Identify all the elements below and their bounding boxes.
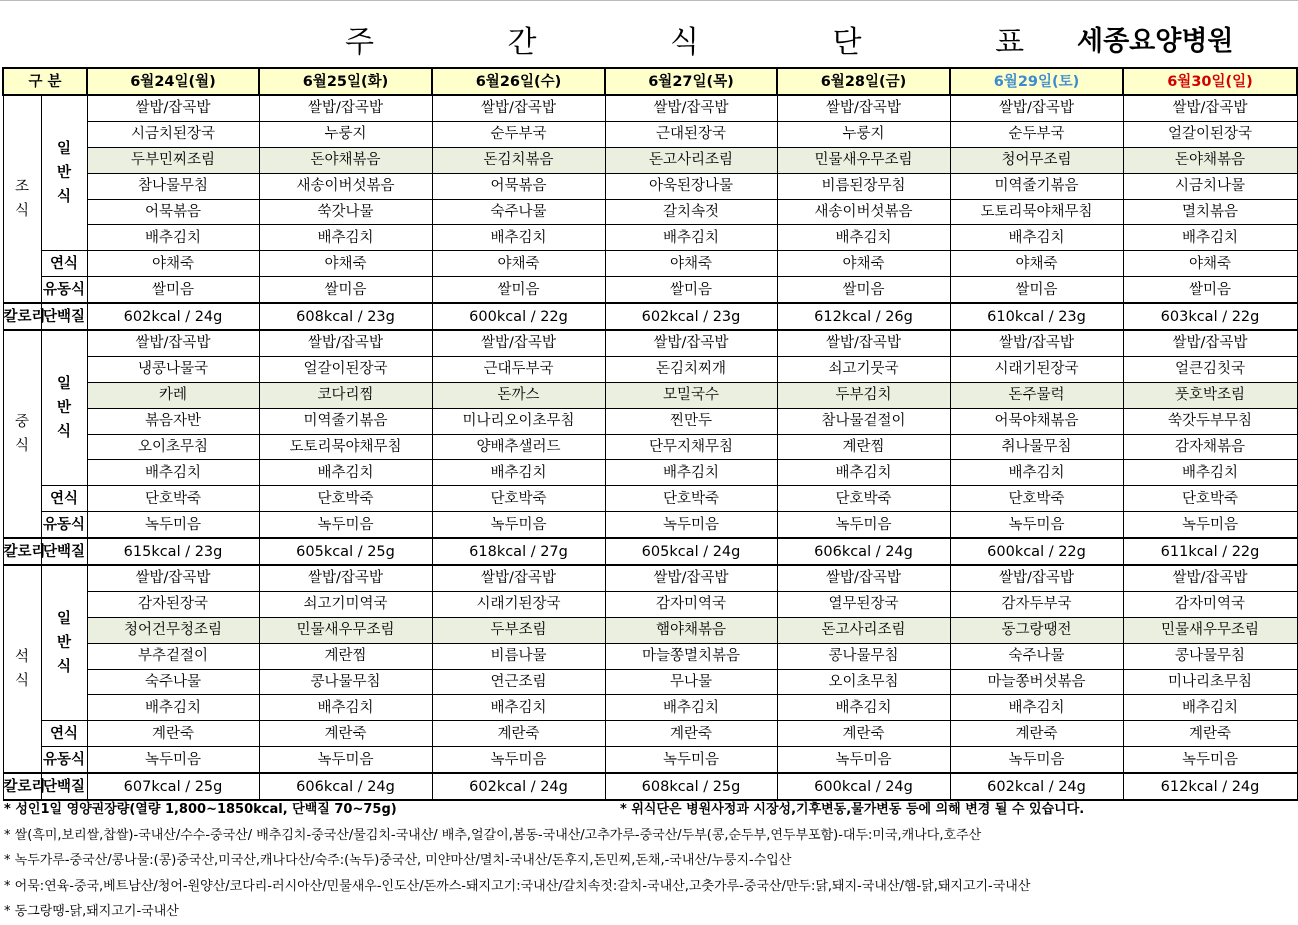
origin-note: * 어묵:연육-중국,베트남산/청어-원양산/코다리-러시아산/민물새우-인도산/돈까스-돼지고기:국내산/갈치속젓:갈치-국내산,고춧가루-중국산/만두:닭,돼지-국내산/햄-닭,돼지고기-국내산 (4, 878, 1031, 894)
menu-item-sat: 어묵야채볶음 (950, 408, 1123, 434)
menu-item-thu: 모밀국수 (605, 382, 777, 408)
calorie-value-fri: 612kcal / 26g (777, 303, 950, 330)
menu-item-sat: 청어무조림 (950, 147, 1123, 173)
menu-item-sat: 시래기된장국 (950, 356, 1123, 382)
day-header-fri: 6월28일(금) (777, 68, 950, 95)
day-header-sat: 6월29일(토) (950, 68, 1123, 95)
menu-item-thu: 아욱된장나물 (605, 173, 777, 199)
menu-item-mon: 배추김치 (87, 460, 259, 486)
menu-item-mon: 볶음자반 (87, 408, 259, 434)
menu-item-sun: 감자미역국 (1123, 591, 1297, 617)
menu-item-sun: 민물새우무조림 (1123, 617, 1297, 643)
menu-item-sun: 시금치나물 (1123, 173, 1297, 199)
liquid-diet-fri: 녹두미음 (777, 747, 950, 773)
menu-row (3, 617, 1297, 643)
menu-item-thu: 배추김치 (605, 460, 777, 486)
menu-item-wed: 양배추샐러드 (432, 434, 605, 460)
menu-item-sat: 배추김치 (950, 460, 1123, 486)
menu-item-sat: 감자두부국 (950, 591, 1123, 617)
menu-row (3, 591, 1297, 617)
menu-item-tue: 배추김치 (259, 460, 432, 486)
soft-diet-sat: 단호박죽 (950, 486, 1123, 512)
liquid-diet-sun: 쌀미음 (1123, 277, 1297, 303)
menu-item-thu: 찐만두 (605, 408, 777, 434)
menu-item-sun: 쌀밥/잡곡밥 (1123, 95, 1297, 121)
menu-item-wed: 돈김치볶음 (432, 147, 605, 173)
menu-item-mon: 쌀밥/잡곡밥 (87, 565, 259, 591)
menu-item-tue: 배추김치 (259, 225, 432, 251)
menu-item-sun: 쌀밥/잡곡밥 (1123, 565, 1297, 591)
calorie-value-thu: 602kcal / 23g (605, 303, 777, 330)
liquid-diet-wed: 쌀미음 (432, 277, 605, 303)
calorie-value-sat: 600kcal / 22g (950, 538, 1123, 565)
menu-row (3, 330, 1297, 356)
menu-item-sun: 얼큰김칫국 (1123, 356, 1297, 382)
soft-diet-label: 연식 (41, 251, 87, 277)
menu-item-sun: 멸치볶음 (1123, 199, 1297, 225)
menu-item-thu: 감자미역국 (605, 591, 777, 617)
menu-item-fri: 쇠고기뭇국 (777, 356, 950, 382)
menu-row (3, 434, 1297, 460)
soft-diet-sat: 야채죽 (950, 251, 1123, 277)
menu-item-wed: 두부조림 (432, 617, 605, 643)
menu-item-sat: 쌀밥/잡곡밥 (950, 330, 1123, 356)
menu-item-tue: 새송이버섯볶음 (259, 173, 432, 199)
meal-label: 중 식 (3, 330, 41, 538)
menu-item-sun: 풋호박조림 (1123, 382, 1297, 408)
liquid-diet-row (3, 512, 1297, 538)
menu-item-sat: 도토리묵야채무침 (950, 199, 1123, 225)
soft-diet-mon: 계란죽 (87, 721, 259, 747)
menu-item-sat: 배추김치 (950, 695, 1123, 721)
menu-item-sun: 쑥갓두부무침 (1123, 408, 1297, 434)
liquid-diet-label: 유동식 (41, 512, 87, 538)
meal-label: 조 식 (3, 95, 41, 303)
soft-diet-wed: 계란죽 (432, 721, 605, 747)
menu-item-mon: 청어건무청조림 (87, 617, 259, 643)
notes (4, 797, 1294, 925)
soft-diet-sun: 야채죽 (1123, 251, 1297, 277)
menu-row (3, 565, 1297, 591)
day-header-sun: 6월30일(일) (1123, 68, 1297, 95)
liquid-diet-label: 유동식 (41, 747, 87, 773)
menu-item-thu: 돈김치찌개 (605, 356, 777, 382)
menu-item-thu: 무나물 (605, 669, 777, 695)
calorie-value-fri: 600kcal / 24g (777, 773, 950, 800)
menu-item-wed: 미나리오이초무침 (432, 408, 605, 434)
menu-item-sat: 숙주나물 (950, 643, 1123, 669)
calorie-value-wed: 602kcal / 24g (432, 773, 605, 800)
liquid-diet-tue: 녹두미음 (259, 747, 432, 773)
origin-note: * 동그랑땡-닭,돼지고기-국내산 (4, 904, 179, 919)
menu-row (3, 121, 1297, 147)
soft-diet-tue: 야채죽 (259, 251, 432, 277)
menu-item-sun: 돈야채볶음 (1123, 147, 1297, 173)
menu-item-sat: 미역줄기볶음 (950, 173, 1123, 199)
menu-item-mon: 어묵볶음 (87, 199, 259, 225)
menu-item-fri: 참나물겉절이 (777, 408, 950, 434)
calorie-value-sun: 612kcal / 24g (1123, 773, 1297, 800)
calorie-value-mon: 607kcal / 25g (87, 773, 259, 800)
liquid-diet-label: 유동식 (41, 277, 87, 303)
protein-label: 단백질 (41, 303, 87, 330)
soft-diet-thu: 계란죽 (605, 721, 777, 747)
recommended-intake-note: * 성인1일 영양권장량(열량 1,800~1850kcal, 단백질 70~75g) (4, 802, 397, 817)
menu-item-wed: 순두부국 (432, 121, 605, 147)
menu-row (3, 408, 1297, 434)
origin-note: * 녹두가루-중국산/콩나물:(콩)중국산,미국산,캐나다산/숙주:(녹두)중국산, 미얀마산/멸치-국내산/돈후지,돈민찌,돈채,-국내산/누룽지-수입산 (4, 853, 792, 868)
menu-row (3, 382, 1297, 408)
liquid-diet-sun: 녹두미음 (1123, 512, 1297, 538)
liquid-diet-mon: 녹두미음 (87, 512, 259, 538)
calorie-value-mon: 602kcal / 24g (87, 303, 259, 330)
menu-item-thu: 쌀밥/잡곡밥 (605, 565, 777, 591)
menu-item-wed: 어묵볶음 (432, 173, 605, 199)
menu-item-mon: 카레 (87, 382, 259, 408)
menu-row (3, 225, 1297, 251)
menu-item-thu: 배추김치 (605, 225, 777, 251)
calorie-value-fri: 606kcal / 24g (777, 538, 950, 565)
menu-item-tue: 콩나물무침 (259, 669, 432, 695)
soft-diet-tue: 계란죽 (259, 721, 432, 747)
menu-item-tue: 배추김치 (259, 695, 432, 721)
menu-item-mon: 쌀밥/잡곡밥 (87, 95, 259, 121)
menu-item-mon: 배추김치 (87, 225, 259, 251)
menu-item-fri: 열무된장국 (777, 591, 950, 617)
menu-item-wed: 숙주나물 (432, 199, 605, 225)
menu-row (3, 695, 1297, 721)
menu-item-tue: 얼갈이된장국 (259, 356, 432, 382)
menu-item-sun: 감자채볶음 (1123, 434, 1297, 460)
menu-item-tue: 쌀밥/잡곡밥 (259, 95, 432, 121)
menu-item-mon: 시금치된장국 (87, 121, 259, 147)
calorie-value-mon: 615kcal / 23g (87, 538, 259, 565)
liquid-diet-tue: 녹두미음 (259, 512, 432, 538)
menu-item-fri: 배추김치 (777, 460, 950, 486)
menu-item-fri: 돈고사리조림 (777, 617, 950, 643)
liquid-diet-tue: 쌀미음 (259, 277, 432, 303)
menu-item-wed: 쌀밥/잡곡밥 (432, 95, 605, 121)
menu-row (3, 356, 1297, 382)
calorie-value-thu: 605kcal / 24g (605, 538, 777, 565)
menu-item-thu: 마늘쫑멸치볶음 (605, 643, 777, 669)
liquid-diet-thu: 녹두미음 (605, 747, 777, 773)
calorie-value-wed: 600kcal / 22g (432, 303, 605, 330)
menu-item-thu: 돈고사리조림 (605, 147, 777, 173)
menu-row (3, 460, 1297, 486)
menu-item-mon: 쌀밥/잡곡밥 (87, 330, 259, 356)
calorie-value-sun: 603kcal / 22g (1123, 303, 1297, 330)
menu-item-fri: 오이초무침 (777, 669, 950, 695)
calorie-row (3, 773, 1297, 800)
calorie-value-tue: 605kcal / 25g (259, 538, 432, 565)
menu-row (3, 669, 1297, 695)
soft-diet-fri: 계란죽 (777, 721, 950, 747)
corner-label: 구 분 (3, 68, 87, 95)
page-title: 주 간 식 단 표 (345, 25, 1087, 60)
menu-item-tue: 도토리묵야채무침 (259, 434, 432, 460)
menu-item-thu: 단무지채무침 (605, 434, 777, 460)
calorie-value-wed: 618kcal / 27g (432, 538, 605, 565)
menu-row (3, 95, 1297, 121)
menu-item-fri: 콩나물무침 (777, 643, 950, 669)
menu-item-fri: 두부김치 (777, 382, 950, 408)
general-diet-label: 일 반 식 (41, 95, 87, 251)
soft-diet-row (3, 251, 1297, 277)
menu-item-sat: 쌀밥/잡곡밥 (950, 95, 1123, 121)
calorie-label: 칼로리 (3, 538, 41, 565)
day-header-tue: 6월25일(화) (259, 68, 432, 95)
protein-label: 단백질 (41, 773, 87, 800)
menu-item-thu: 배추김치 (605, 695, 777, 721)
menu-item-tue: 돈야채볶음 (259, 147, 432, 173)
soft-diet-row (3, 721, 1297, 747)
menu-item-mon: 두부민찌조림 (87, 147, 259, 173)
menu-item-mon: 참나물무침 (87, 173, 259, 199)
calorie-label: 칼로리 (3, 773, 41, 800)
soft-diet-fri: 야채죽 (777, 251, 950, 277)
menu-item-fri: 비름된장무침 (777, 173, 950, 199)
soft-diet-label: 연식 (41, 486, 87, 512)
menu-row (3, 643, 1297, 669)
menu-item-fri: 쌀밥/잡곡밥 (777, 330, 950, 356)
liquid-diet-fri: 녹두미음 (777, 512, 950, 538)
menu-item-mon: 숙주나물 (87, 669, 259, 695)
menu-item-fri: 쌀밥/잡곡밥 (777, 565, 950, 591)
general-diet-label: 일 반 식 (41, 330, 87, 486)
calorie-row (3, 538, 1297, 565)
menu-item-sat: 돈주물럭 (950, 382, 1123, 408)
menu-item-sun: 배추김치 (1123, 460, 1297, 486)
menu-item-sun: 얼갈이된장국 (1123, 121, 1297, 147)
header-row (3, 68, 1297, 95)
soft-diet-thu: 야채죽 (605, 251, 777, 277)
menu-item-wed: 쌀밥/잡곡밥 (432, 330, 605, 356)
menu-item-tue: 민물새우무조림 (259, 617, 432, 643)
liquid-diet-sun: 녹두미음 (1123, 747, 1297, 773)
menu-item-wed: 돈까스 (432, 382, 605, 408)
menu-item-wed: 쌀밥/잡곡밥 (432, 565, 605, 591)
menu-item-sat: 취나물무침 (950, 434, 1123, 460)
menu-item-tue: 쌀밥/잡곡밥 (259, 330, 432, 356)
day-header-thu: 6월27일(목) (605, 68, 777, 95)
menu-item-sat: 마늘쫑버섯볶음 (950, 669, 1123, 695)
menu-item-thu: 쌀밥/잡곡밥 (605, 330, 777, 356)
calorie-value-sat: 602kcal / 24g (950, 773, 1123, 800)
calorie-label: 칼로리 (3, 303, 41, 330)
menu-item-fri: 배추김치 (777, 225, 950, 251)
liquid-diet-sat: 쌀미음 (950, 277, 1123, 303)
soft-diet-wed: 단호박죽 (432, 486, 605, 512)
menu-item-sun: 콩나물무침 (1123, 643, 1297, 669)
soft-diet-label: 연식 (41, 721, 87, 747)
menu-item-thu: 쌀밥/잡곡밥 (605, 95, 777, 121)
hospital-name: 세종요양병원 (1077, 26, 1234, 57)
menu-item-sun: 쌀밥/잡곡밥 (1123, 330, 1297, 356)
menu-item-mon: 오이초무침 (87, 434, 259, 460)
menu-item-sat: 순두부국 (950, 121, 1123, 147)
menu-item-tue: 쑥갓나물 (259, 199, 432, 225)
menu-item-thu: 햄야채볶음 (605, 617, 777, 643)
liquid-diet-mon: 녹두미음 (87, 747, 259, 773)
menu-item-tue: 미역줄기볶음 (259, 408, 432, 434)
day-header-mon: 6월24일(월) (87, 68, 259, 95)
menu-item-sat: 쌀밥/잡곡밥 (950, 565, 1123, 591)
menu-item-mon: 배추김치 (87, 695, 259, 721)
menu-item-tue: 계란찜 (259, 643, 432, 669)
menu-item-sat: 동그랑땡전 (950, 617, 1123, 643)
menu-item-tue: 쇠고기미역국 (259, 591, 432, 617)
general-diet-label: 일 반 식 (41, 565, 87, 721)
liquid-diet-wed: 녹두미음 (432, 512, 605, 538)
liquid-diet-mon: 쌀미음 (87, 277, 259, 303)
soft-diet-sat: 계란죽 (950, 721, 1123, 747)
menu-item-fri: 쌀밥/잡곡밥 (777, 95, 950, 121)
menu-item-fri: 계란찜 (777, 434, 950, 460)
menu-item-mon: 부추겉절이 (87, 643, 259, 669)
menu-item-sun: 미나리초무침 (1123, 669, 1297, 695)
soft-diet-sun: 단호박죽 (1123, 486, 1297, 512)
menu-item-thu: 갈치속젓 (605, 199, 777, 225)
soft-diet-thu: 단호박죽 (605, 486, 777, 512)
menu-item-wed: 배추김치 (432, 225, 605, 251)
menu-item-wed: 배추김치 (432, 460, 605, 486)
menu-row (3, 173, 1297, 199)
liquid-diet-thu: 쌀미음 (605, 277, 777, 303)
menu-item-mon: 감자된장국 (87, 591, 259, 617)
protein-label: 단백질 (41, 538, 87, 565)
liquid-diet-wed: 녹두미음 (432, 747, 605, 773)
liquid-diet-sat: 녹두미음 (950, 747, 1123, 773)
menu-item-sun: 배추김치 (1123, 695, 1297, 721)
calorie-value-tue: 608kcal / 23g (259, 303, 432, 330)
menu-item-mon: 냉콩나물국 (87, 356, 259, 382)
liquid-diet-thu: 녹두미음 (605, 512, 777, 538)
menu-row (3, 147, 1297, 173)
calorie-value-sun: 611kcal / 22g (1123, 538, 1297, 565)
soft-diet-row (3, 486, 1297, 512)
menu-item-sun: 배추김치 (1123, 225, 1297, 251)
menu-row (3, 199, 1297, 225)
menu-item-tue: 누룽지 (259, 121, 432, 147)
menu-item-wed: 시래기된장국 (432, 591, 605, 617)
menu-item-wed: 근대두부국 (432, 356, 605, 382)
soft-diet-tue: 단호박죽 (259, 486, 432, 512)
liquid-diet-fri: 쌀미음 (777, 277, 950, 303)
menu-item-fri: 새송이버섯볶음 (777, 199, 950, 225)
disclaimer-note: * 위식단은 병원사정과 시장성,기후변동,물가변동 등에 의해 변경 될 수 있습니다. (620, 802, 1085, 817)
menu-item-fri: 배추김치 (777, 695, 950, 721)
calorie-value-thu: 608kcal / 25g (605, 773, 777, 800)
menu-item-wed: 배추김치 (432, 695, 605, 721)
menu-item-wed: 연근조림 (432, 669, 605, 695)
title-bar (0, 0, 1298, 67)
menu-item-thu: 근대된장국 (605, 121, 777, 147)
soft-diet-wed: 야채죽 (432, 251, 605, 277)
calorie-row (3, 303, 1297, 330)
origin-note: * 쌀(흑미,보리쌀,찹쌀)-국내산/수수-중국산/ 배추김치-중국산/물김치-국내산/ 배추,얼갈이,봄동-국내산/고추가루-중국산/두부(콩,순두부,연두부포함)-대두:미국,캐나다,호주산 (4, 827, 982, 843)
menu-item-wed: 비름나물 (432, 643, 605, 669)
menu-item-fri: 민물새우무조림 (777, 147, 950, 173)
menu-item-fri: 누룽지 (777, 121, 950, 147)
day-header-wed: 6월26일(수) (432, 68, 605, 95)
meal-label: 석 식 (3, 565, 41, 773)
soft-diet-mon: 단호박죽 (87, 486, 259, 512)
liquid-diet-row (3, 747, 1297, 773)
calorie-value-sat: 610kcal / 23g (950, 303, 1123, 330)
menu-item-sat: 배추김치 (950, 225, 1123, 251)
weekly-menu-table (2, 67, 1298, 801)
soft-diet-fri: 단호박죽 (777, 486, 950, 512)
menu-item-tue: 쌀밥/잡곡밥 (259, 565, 432, 591)
liquid-diet-sat: 녹두미음 (950, 512, 1123, 538)
soft-diet-sun: 계란죽 (1123, 721, 1297, 747)
soft-diet-mon: 야채죽 (87, 251, 259, 277)
menu-item-tue: 코다리찜 (259, 382, 432, 408)
calorie-value-tue: 606kcal / 24g (259, 773, 432, 800)
liquid-diet-row (3, 277, 1297, 303)
